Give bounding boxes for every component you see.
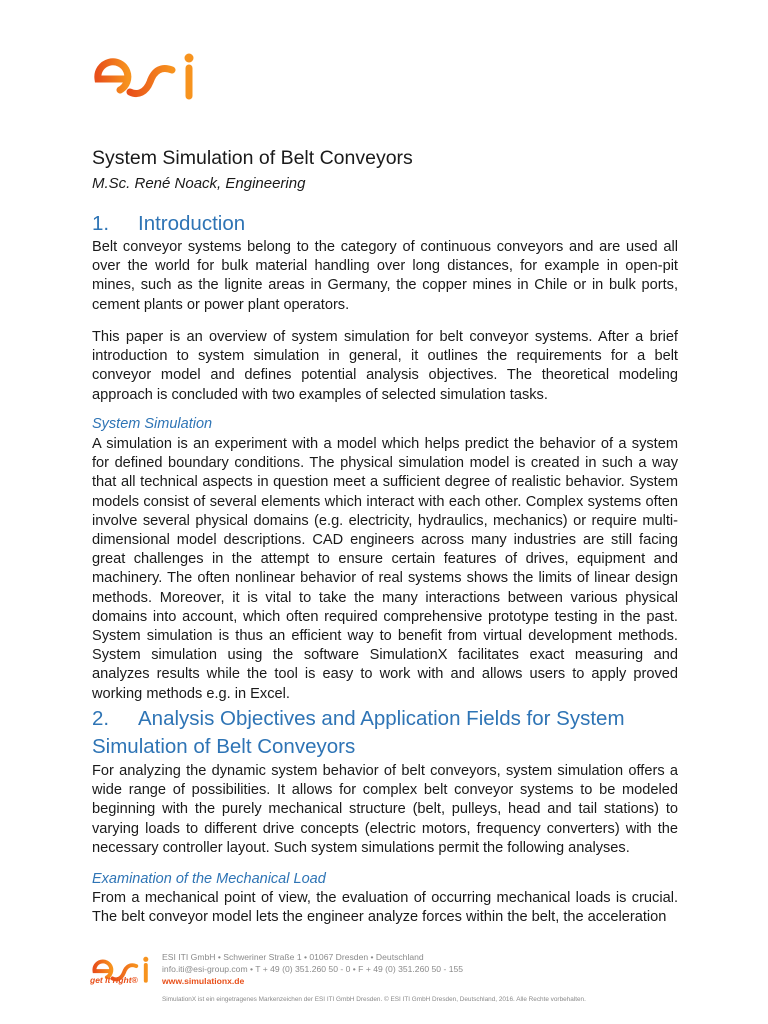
paragraph: A simulation is an experiment with a model which helps predict the behavior of a system for defined boundary conditions. The physical simulation model is created in such a way that all technical aspects in question meet a sufficient degree of realistic behavior. System models consist of several elements which interact with each other. Complex systems often involve several physical domains (e.g. electricity, hydraulics, mechanics) or require multi-dimensional model descriptions. CAD engineers across many industries are still facing great challenges in the attempt to ensure certain features of drives, equipment and machinery. The often nonlinear behavior of real systems shows the limits of linear design methods. Moreover, it is vital to take the many interactions between various physical domains into account, which often required comprehensive prototype testing in the past. System simulation is thus an efficient way to benefit from virtual development methods. System simulation using the software SimulationX facilitates exact measuring and analyzes results while the tool is easy to work with and allows users to apply proved working methods e.g. in Excel.	[92, 436, 678, 702]
footer-website-link[interactable]: www.simulationx.de	[162, 976, 245, 986]
section-1-heading	[92, 210, 245, 238]
footer-legal: SimulationX ist ein eingetragenes Markenzeichen der ESI ITI GmbH Dresden. © ESI ITI GmbH Dresden, Deutschland, 2016. Alle Rechte vorbehalten.	[162, 996, 586, 1003]
section-title: Introduction	[138, 212, 246, 235]
document-title: System Simulation of Belt Conveyors	[92, 147, 413, 169]
subsection-heading: Examination of the Mechanical Load	[92, 871, 326, 887]
section-number: 1.	[92, 212, 110, 235]
document-author: M.Sc. René Noack, Engineering	[92, 175, 306, 192]
section-title-continued: Simulation of Belt Conveyors	[92, 735, 356, 758]
subsection-heading: System Simulation	[92, 416, 213, 432]
paragraph: This paper is an overview of system simulation for belt conveyor systems. After a brief introduction to system simulation in general, it outlines the requirements for a belt conveyor model and defines potential analysis objectives. The theoretical modeling approach is concluded with two examples of selected simulation tasks.	[92, 329, 678, 403]
paragraph: For analyzing the dynamic system behavior of belt conveyors, system simulation offers a wide range of possibilities. It allows for complex belt conveyor systems to be modeled beginning with the purely mechanical structure (belt, pulleys, head and tail stations) to varying loads to different drive concepts (electric motors, frequency converters) with the necessary controller layout. Such system simulations permit the following analyses.	[92, 763, 678, 856]
esi-logo-icon	[90, 52, 200, 102]
paragraph: From a mechanical point of view, the evaluation of occurring mechanical loads is crucial. The belt conveyor model lets the engineer analyze forces within the belt, the acceleration	[92, 890, 678, 926]
section-number: 2.	[92, 707, 110, 730]
footer-contact: info.iti@esi-group.com • T + 49 (0) 351.260 50 - 0 • F + 49 (0) 351.260 50 - 155	[162, 964, 464, 974]
section-title: Analysis Objectives and Application Fields for System	[138, 707, 625, 730]
footer-tagline: get it right®	[90, 975, 138, 985]
paragraph: Belt conveyor systems belong to the category of continuous conveyors and are used all over the world for bulk material handling over long distances, for example in open-pit mines, such as the lignite areas in Germany, the copper mines in Chile or in bulk ports, cement plants or power plant operators.	[92, 239, 678, 313]
footer-address: ESI ITI GmbH • Schweriner Straße 1 • 01067 Dresden • Deutschland	[162, 952, 424, 962]
section-2-heading	[92, 705, 625, 761]
